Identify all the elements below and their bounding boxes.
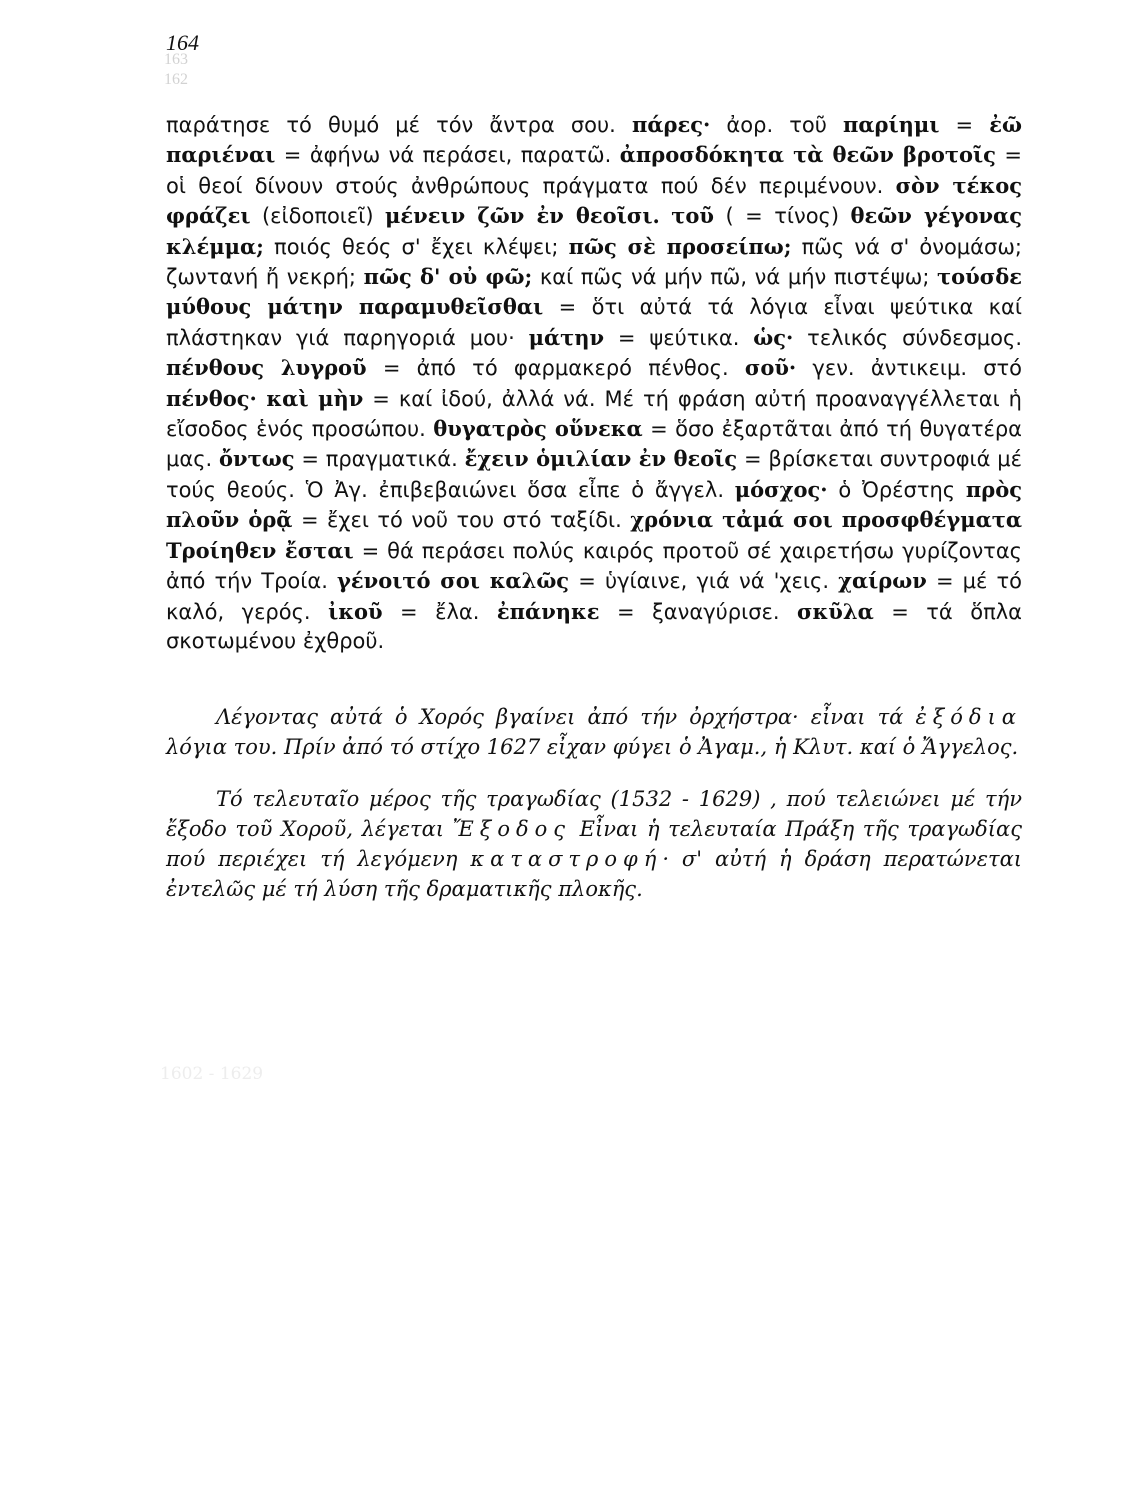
headword: πάρες· <box>631 112 711 137</box>
headword: χρόνια τἀμά σοι προσφθέγματα Τροίηθεν ἔσται <box>166 507 1023 563</box>
gloss-text: τελικός σύνδεσμος. <box>793 325 1023 350</box>
headword: πῶς δ' οὐ φῶ; <box>363 264 533 290</box>
chorus-exit-paragraph <box>166 702 1022 762</box>
gloss-text: γεν. ἀντικειμ. στό <box>796 356 1023 381</box>
headword: ἔχειν ὁμιλίαν ἐν θεοῖς <box>464 446 738 472</box>
exodos-text-1: Τό τελευταῖο μέρος τῆς τραγωδίας (1532 - 1629) , πού τελειώνει μέ τήν ἔξοδο τοῦ Χοροῦ, λέγεται <box>166 787 1022 842</box>
headword: σοῦ· <box>744 355 797 381</box>
chorus-exit-text-1: Λέγοντας αὐτά ὁ Χορός βγαίνει ἀπό τήν ὀρχήστρα· εἶναι τά <box>216 705 916 730</box>
headword: θεῶν γέγονας κλέμμα; <box>166 203 1022 259</box>
gloss-text: = ὅτι αὐτά τά λόγια εἶναι ψεύτικα καί πλάστηκαν γιά παρηγοριά μου· <box>166 295 1023 350</box>
gloss-text: = ξαναγύρισε. <box>599 599 798 624</box>
bleed-through-number-1: 163 <box>164 51 188 68</box>
gloss-text: = ἔχει τό νοῦ του στό ταξίδι. <box>292 508 631 533</box>
headword: θυγατρὸς οὕνεκα <box>433 416 643 442</box>
gloss-text: καί πῶς νά μήν πῶ, νά μήν πιστέψω; <box>532 265 938 290</box>
headword: πένθους λυγροῦ <box>166 355 367 381</box>
gloss-text: ( = τίνος) <box>714 204 851 229</box>
page-number: 164 <box>166 30 199 55</box>
gloss-text: πῶς νά σ' ὀνομάσω; ζωντανή ἤ νεκρή; <box>166 234 1022 290</box>
gloss-text: = ἔλα. <box>382 599 497 624</box>
headword: πένθος· καὶ μὴν <box>166 385 364 411</box>
main-text <box>166 110 1022 904</box>
headword: πῶς σὲ προσείπω; <box>568 233 792 259</box>
headword: παρίημι <box>842 112 940 137</box>
gloss-text: = ἀφήνω νά περάσει, παρατῶ. <box>275 143 620 168</box>
gloss-text: = μέ τό καλό, γερός. <box>166 569 1022 624</box>
headword: χαίρων <box>838 568 927 594</box>
gloss-text: = τά ὅπλα σκοτωμένου ἐχθροῦ. <box>166 599 1022 653</box>
exodos-text-2: Εἶναι ἡ τελευταία Πράξη τῆς τραγωδίας πού περιέχει τή λεγόμενη <box>166 817 1022 872</box>
headword: τοῦ <box>671 203 715 229</box>
gloss-text: = οἱ θεοί δίνουν στούς ἀνθρώπους πράγματα πού δέν περιμένουν. <box>166 143 1022 198</box>
spaced-term-katastrofi: καταστροφή <box>470 847 663 872</box>
headword: σὸν τέκος φράζει <box>166 172 1022 229</box>
headword: σκῦλα <box>797 598 874 624</box>
headword: μόσχος· <box>734 476 828 502</box>
exodos-text-3: · σ' αὐτή ἡ δράση περατώνεται ἐντελῶς μέ τή λύση τῆς δραματικῆς πλοκῆς. <box>166 847 1023 902</box>
bleed-through-text: 1602 - 1629 <box>160 1064 264 1084</box>
headword: ὡς· <box>753 324 794 350</box>
spaced-term-exodos: Ἔξοδος <box>452 817 572 842</box>
commentary-paragraph <box>166 110 1022 656</box>
spaced-term-exodia: ἐξόδια <box>915 705 1022 730</box>
gloss-text: = πραγματικά. <box>294 447 465 472</box>
gloss-text: παράτησε τό θυμό μέ τόν ἄντρα σου. <box>166 113 632 137</box>
gloss-text: (εἰδοποιεῖ) <box>250 204 386 229</box>
gloss-text: = <box>939 113 990 137</box>
headword: ἰκοῦ <box>328 598 383 624</box>
headword: ὄντως <box>219 446 295 472</box>
gloss-text: = ψεύτικα. <box>604 325 754 350</box>
gloss-text <box>660 204 671 228</box>
gloss-text: = ὑγίαινε, γιά νά 'χεις. <box>569 569 839 594</box>
gloss-text: ἀορ. τοῦ <box>710 113 843 137</box>
bleed-through-page-number <box>164 50 188 90</box>
gloss-text: ὁ Ὀρέστης <box>827 477 966 502</box>
headword: πρὸς πλοῦν ὁρᾷ <box>166 476 1023 533</box>
headword: γένοιτό σοι καλῶς <box>337 568 570 594</box>
chorus-exit-text-2: λόγια του. Πρίν ἀπό τό στίχο 1627 εἶχαν φύγει ὁ Ἀγαμ., ἡ Κλυτ. καί ὁ Ἄγγελος. <box>166 735 1019 760</box>
headword: μένειν ζῶν ἐν θεοῖσι. <box>385 203 660 229</box>
headword: ἐπάνηκε <box>496 598 600 624</box>
headword: τούσδε μύθους μάτην παραμυθεῖσθαι <box>166 264 1022 320</box>
exodos-paragraph <box>166 784 1022 904</box>
headword: ἀπροσδόκητα τὰ θεῶν βροτοῖς <box>619 142 996 168</box>
gloss-text: = ἀπό τό φαρμακερό πένθος. <box>366 356 745 381</box>
gloss-text: = θά περάσει πολύς καιρός προτοῦ σέ χαιρετήσω γυρίζοντας ἀπό τήν Τροία. <box>166 538 1022 594</box>
gloss-text: = ὅσο ἐξαρτᾶται ἀπό τή θυγατέρα μας. <box>166 417 1022 472</box>
headword: ἐῶ παριέναι <box>166 112 1022 168</box>
bleed-through-number-2: 162 <box>164 71 188 88</box>
gloss-text: ποιός θεός σ' ἔχει κλέψει; <box>263 234 569 259</box>
headword: μάτην <box>528 324 605 350</box>
gloss-text: = καί ἰδού, ἀλλά νά. Μέ τή φράση αὐτή προαναγγέλλεται ἡ εἴσοδος ἑνός προσώπου. <box>166 386 1022 442</box>
gloss-text: = βρίσκεται συντροφιά μέ τούς θεούς. Ὁ Ἀγ. ἐπιβεβαιώνει ὅσα εἶπε ὁ ἄγγελ. <box>166 447 1023 502</box>
